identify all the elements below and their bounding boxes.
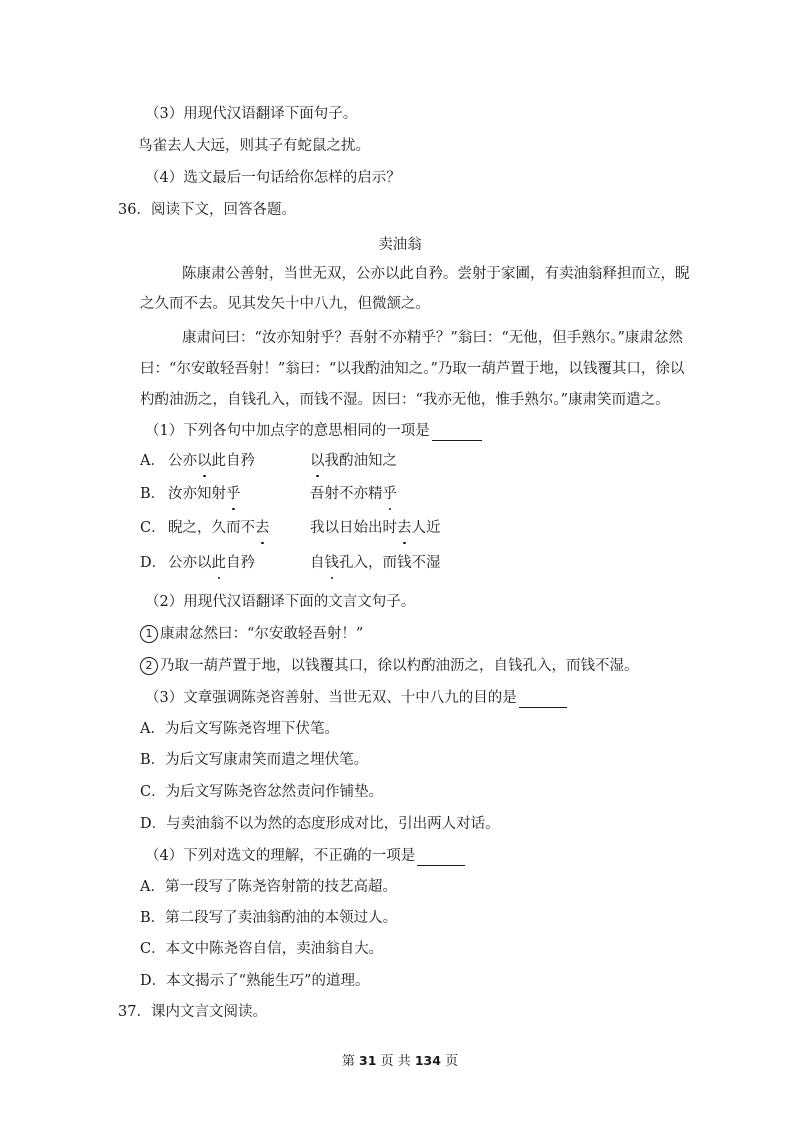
sub1-d-left-dotted: 此 bbox=[211, 555, 226, 571]
sub1-prompt-text: （1）下列各句中加点字的意思相同的一项是 bbox=[145, 423, 430, 439]
sub1-option-b-left bbox=[168, 484, 241, 504]
sub1-c-left-dotted: 去 bbox=[255, 520, 270, 536]
sub1-b-left-dotted: 乎 bbox=[226, 486, 241, 502]
sub1-d-right-pre: 自 bbox=[310, 555, 325, 571]
sub1-option-a-right bbox=[310, 451, 397, 471]
sub1-option-c-letter: C． bbox=[140, 520, 166, 536]
sub1-a-right-dotted: 以 bbox=[310, 453, 325, 469]
sub1-b-right-pre: 吾射不亦精 bbox=[310, 486, 383, 502]
sub1-prompt bbox=[145, 421, 482, 441]
answer-blank[interactable] bbox=[432, 426, 482, 441]
answer-blank[interactable] bbox=[417, 851, 465, 866]
footer-mid: 页 共 bbox=[380, 1054, 411, 1069]
sub1-d-right-dotted: 钱 bbox=[324, 555, 339, 571]
sub1-option-a-left bbox=[168, 451, 255, 471]
q37-intro: 37．课内文言文阅读。 bbox=[118, 1004, 267, 1020]
sub1-a-right-post: 我酌油知之 bbox=[324, 453, 397, 469]
sub1-option-b-right bbox=[310, 484, 397, 504]
sub2-item1-text: 康肃忿然曰：“尔安敢轻吾射！” bbox=[160, 626, 364, 642]
sub2-item1 bbox=[140, 624, 363, 644]
sub3-option-a: A．为后文写陈尧咨埋下伏笔。 bbox=[140, 721, 339, 737]
sub1-c-left-pre: 睨之，久而不 bbox=[168, 520, 255, 536]
q36-intro: 36．阅读下文，回答各题。 bbox=[118, 202, 296, 218]
passage-para1-line1: 陈康肃公善射，当世无双，公亦以此自矜。尝射于家圃，有卖油翁释担而立，睨 bbox=[182, 266, 690, 282]
total-pages: 134 bbox=[414, 1053, 441, 1068]
sub1-a-left-pre: 公亦 bbox=[168, 453, 197, 469]
passage-para1-line2: 之久而不去。见其发矢十中八九，但微颔之。 bbox=[140, 296, 430, 312]
sub1-option-c-left bbox=[168, 518, 270, 538]
q35-sub4-prompt: （4）选文最后一句话给你怎样的启示？ bbox=[145, 170, 401, 186]
sub3-option-c: C．为后文写陈尧咨忿然责问作铺垫。 bbox=[140, 784, 384, 800]
sub2-item2 bbox=[140, 656, 639, 676]
sub3-prompt bbox=[145, 688, 567, 708]
sub1-c-right-pre: 我以日始出时 bbox=[310, 520, 397, 536]
passage-para2-line2: 曰：“尔安敢轻吾射！”翁曰：“以我酌油知之。”乃取一葫芦置于地，以钱覆其口，徐以 bbox=[140, 361, 685, 377]
sub2-item2-text: 乃取一葫芦置于地，以钱覆其口，徐以杓酌油沥之，自钱孔入，而钱不湿。 bbox=[160, 658, 639, 674]
sub1-a-left-dotted: 以 bbox=[197, 453, 212, 469]
sub1-option-d-left bbox=[168, 553, 255, 573]
circled-number: 2 bbox=[140, 657, 158, 675]
page-footer bbox=[0, 1050, 800, 1069]
sub1-option-c-right bbox=[310, 518, 441, 538]
passage-para2-line3: 杓酌油沥之，自钱孔入，而钱不湿。因曰：“我亦无他，惟手熟尔。”康肃笑而遣之。 bbox=[140, 392, 670, 408]
sub4-option-b: B．第二段写了卖油翁酌油的本领过人。 bbox=[140, 910, 398, 926]
sub4-option-a: A．第一段写了陈尧咨射箭的技艺高超。 bbox=[140, 879, 397, 895]
sub4-prompt-text: （4）下列对选文的理解，不正确的一项是 bbox=[145, 848, 416, 864]
sub1-c-right-post: 人近 bbox=[411, 520, 441, 536]
sub1-d-left-post: 自矜 bbox=[226, 555, 255, 571]
q35-sub3-prompt: （3）用现代汉语翻译下面句子。 bbox=[145, 106, 358, 122]
passage-title: 卖油翁 bbox=[378, 237, 422, 253]
sub1-d-left-pre: 公亦以 bbox=[168, 555, 212, 571]
sub4-option-d: D．本文揭示了“熟能生巧”的道理。 bbox=[140, 973, 370, 989]
sub3-prompt-text: （3）文章强调陈尧咨善射、当世无双、十中八九的目的是 bbox=[145, 690, 517, 706]
footer-suffix: 页 bbox=[445, 1054, 459, 1069]
sub4-prompt bbox=[145, 846, 465, 866]
sub2-prompt: （2）用现代汉语翻译下面的文言文句子。 bbox=[145, 594, 416, 610]
sub1-option-d-right bbox=[310, 553, 441, 573]
sub1-option-b-letter: B． bbox=[140, 486, 166, 502]
sub1-a-left-post: 此自矜 bbox=[211, 453, 255, 469]
sub1-option-a-letter: A． bbox=[140, 453, 165, 469]
q35-sub3-sentence: 鸟雀去人大远，则其子有蛇鼠之扰。 bbox=[138, 138, 370, 154]
sub1-c-right-dotted: 去 bbox=[397, 520, 412, 536]
circled-number: 1 bbox=[140, 625, 158, 643]
page-number: 31 bbox=[359, 1053, 377, 1068]
sub3-option-d: D．与卖油翁不以为然的态度形成对比，引出两人对话。 bbox=[140, 816, 500, 832]
sub1-option-d-letter: D． bbox=[140, 555, 167, 571]
sub4-option-c: C．本文中陈尧咨自信，卖油翁自大。 bbox=[140, 941, 384, 957]
sub1-b-left-pre: 汝亦知射 bbox=[168, 486, 226, 502]
sub1-b-right-dotted: 乎 bbox=[382, 486, 397, 502]
sub3-option-b: B．为后文写康肃笑而遣之埋伏笔。 bbox=[140, 752, 369, 768]
answer-blank[interactable] bbox=[519, 693, 567, 708]
footer-prefix: 第 bbox=[341, 1054, 355, 1069]
sub1-d-right-post: 孔入，而钱不湿 bbox=[339, 555, 441, 571]
passage-para2-line1: 康肃问曰：“汝亦知射乎？吾射不亦精乎？”翁曰：“无他，但手熟尔。”康肃忿然 bbox=[182, 330, 683, 346]
